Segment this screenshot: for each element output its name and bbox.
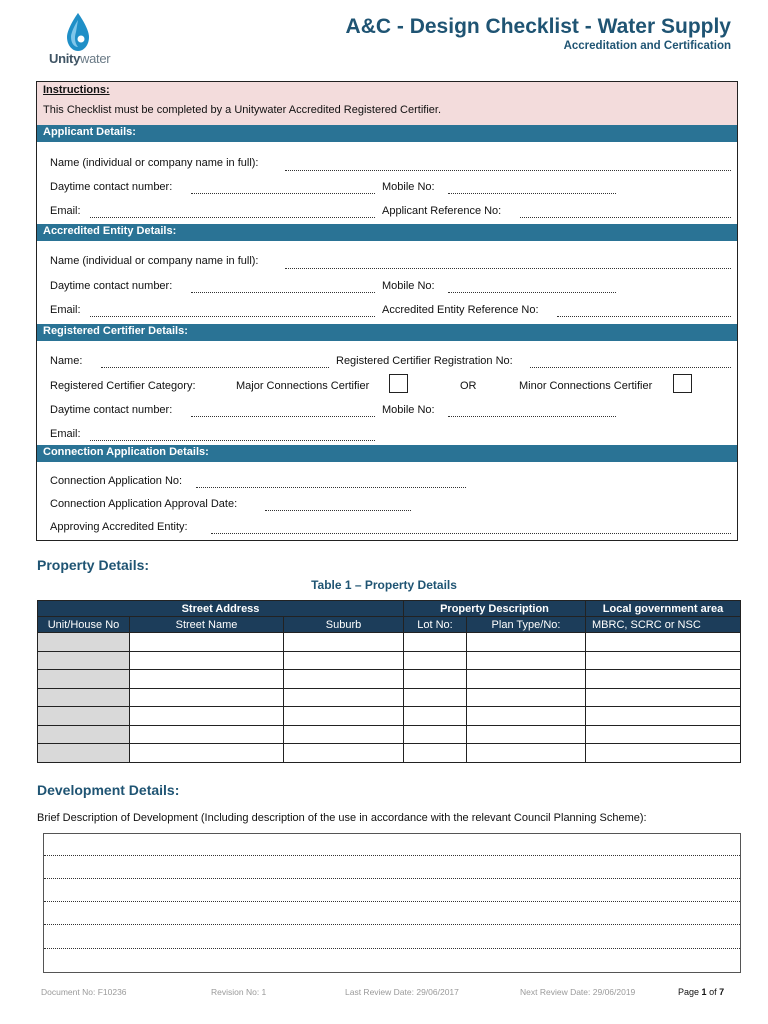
logo-wordmark: Unitywater bbox=[49, 51, 111, 66]
approval-date-field[interactable] bbox=[265, 510, 411, 511]
table-row bbox=[38, 688, 741, 707]
or-label: OR bbox=[460, 380, 477, 392]
applicant-phone-field[interactable] bbox=[191, 193, 375, 194]
table-cell[interactable] bbox=[38, 633, 130, 652]
description-line bbox=[44, 924, 740, 925]
col-street-name: Street Name bbox=[130, 617, 284, 633]
table-cell[interactable] bbox=[130, 670, 284, 689]
accredited-mobile-label: Mobile No: bbox=[382, 280, 435, 292]
table-cell[interactable] bbox=[284, 633, 404, 652]
accredited-name-label: Name (individual or company name in full): bbox=[50, 255, 259, 267]
minor-connections-label: Minor Connections Certifier bbox=[519, 380, 653, 392]
footer-last-review: Last Review Date: 29/06/2017 bbox=[345, 987, 459, 997]
instructions-text: This Checklist must be completed by a Unitywater Accredited Registered Certifier. bbox=[43, 104, 441, 116]
page-subtitle: Accreditation and Certification bbox=[563, 40, 731, 52]
applicant-mobile-field[interactable] bbox=[448, 193, 616, 194]
table-cell[interactable] bbox=[38, 744, 130, 763]
certifier-email-field[interactable] bbox=[90, 440, 375, 441]
property-table-caption: Table 1 – Property Details bbox=[311, 578, 457, 592]
table-cell[interactable] bbox=[130, 707, 284, 726]
certifier-section-header: Registered Certifier Details: bbox=[37, 324, 737, 341]
local-government-group-header: Local government area bbox=[586, 601, 741, 617]
development-description-box[interactable] bbox=[43, 833, 741, 973]
table-cell[interactable] bbox=[284, 725, 404, 744]
col-lot-no: Lot No: bbox=[404, 617, 467, 633]
applicant-mobile-label: Mobile No: bbox=[382, 181, 435, 193]
table-cell[interactable] bbox=[404, 688, 467, 707]
certifier-category-label: Registered Certifier Category: bbox=[50, 380, 196, 392]
table-cell[interactable] bbox=[130, 744, 284, 763]
footer-revision: Revision No: 1 bbox=[211, 987, 267, 997]
table-cell[interactable] bbox=[467, 744, 586, 763]
applicant-ref-label: Applicant Reference No: bbox=[382, 205, 502, 217]
table-cell[interactable] bbox=[586, 651, 741, 670]
table-cell[interactable] bbox=[284, 670, 404, 689]
table-cell[interactable] bbox=[467, 651, 586, 670]
col-plan-type: Plan Type/No: bbox=[467, 617, 586, 633]
accredited-email-field[interactable] bbox=[90, 316, 375, 317]
applicant-name-label: Name (individual or company name in full): bbox=[50, 157, 259, 169]
table-cell[interactable] bbox=[38, 670, 130, 689]
table-row bbox=[38, 707, 741, 726]
table-cell[interactable] bbox=[38, 688, 130, 707]
table-cell[interactable] bbox=[467, 725, 586, 744]
table-cell[interactable] bbox=[467, 707, 586, 726]
applicant-email-label: Email: bbox=[50, 205, 81, 217]
certifier-name-field[interactable] bbox=[101, 367, 329, 368]
table-row bbox=[38, 651, 741, 670]
accredited-section-header: Accredited Entity Details: bbox=[37, 224, 737, 241]
table-cell[interactable] bbox=[586, 725, 741, 744]
table-cell[interactable] bbox=[130, 688, 284, 707]
accredited-phone-field[interactable] bbox=[191, 292, 375, 293]
applicant-section-header: Applicant Details: bbox=[37, 125, 737, 142]
certifier-phone-field[interactable] bbox=[191, 416, 375, 417]
certifier-mobile-field[interactable] bbox=[448, 416, 616, 417]
description-line bbox=[44, 855, 740, 856]
connection-app-no-field[interactable] bbox=[196, 487, 466, 488]
accredited-mobile-field[interactable] bbox=[448, 292, 616, 293]
accredited-name-field[interactable] bbox=[285, 268, 731, 269]
table-cell[interactable] bbox=[38, 707, 130, 726]
certifier-mobile-label: Mobile No: bbox=[382, 404, 435, 416]
certifier-name-label: Name: bbox=[50, 355, 83, 367]
major-connections-checkbox[interactable] bbox=[389, 374, 408, 393]
table-cell[interactable] bbox=[284, 651, 404, 670]
table-cell[interactable] bbox=[130, 725, 284, 744]
footer-page-number: Page 1 of 7 bbox=[678, 987, 725, 997]
description-line bbox=[44, 878, 740, 879]
table-cell[interactable] bbox=[467, 688, 586, 707]
applicant-email-field[interactable] bbox=[90, 217, 375, 218]
certifier-phone-label: Daytime contact number: bbox=[50, 404, 173, 416]
applicant-ref-field[interactable] bbox=[520, 217, 731, 218]
table-row bbox=[38, 633, 741, 652]
page-title: A&C - Design Checklist - Water Supply bbox=[345, 15, 731, 38]
table-cell[interactable] bbox=[404, 725, 467, 744]
development-description-label: Brief Description of Development (Including description of the use in accordance with the relevant Council Planning Scheme): bbox=[37, 812, 647, 824]
major-connections-label: Major Connections Certifier bbox=[236, 380, 370, 392]
table-cell[interactable] bbox=[404, 670, 467, 689]
accredited-ref-field[interactable] bbox=[557, 316, 731, 317]
table-cell[interactable] bbox=[38, 651, 130, 670]
description-line bbox=[44, 948, 740, 949]
table-cell[interactable] bbox=[404, 744, 467, 763]
connection-section-header: Connection Application Details: bbox=[37, 445, 737, 462]
table-cell[interactable] bbox=[284, 744, 404, 763]
accredited-phone-label: Daytime contact number: bbox=[50, 280, 173, 292]
connection-app-no-label: Connection Application No: bbox=[50, 475, 183, 487]
approving-entity-field[interactable] bbox=[211, 533, 731, 534]
applicant-name-field[interactable] bbox=[285, 170, 731, 171]
col-suburb: Suburb bbox=[284, 617, 404, 633]
table-cell[interactable] bbox=[467, 633, 586, 652]
property-details-heading: Property Details: bbox=[37, 557, 150, 573]
table-cell[interactable] bbox=[586, 744, 741, 763]
table-cell[interactable] bbox=[38, 725, 130, 744]
approving-entity-label: Approving Accredited Entity: bbox=[50, 521, 188, 533]
table-cell[interactable] bbox=[130, 651, 284, 670]
applicant-phone-label: Daytime contact number: bbox=[50, 181, 173, 193]
table-cell[interactable] bbox=[130, 633, 284, 652]
instructions-heading: Instructions: bbox=[43, 84, 110, 96]
table-cell[interactable] bbox=[586, 688, 741, 707]
table-cell[interactable] bbox=[284, 688, 404, 707]
property-description-group-header: Property Description bbox=[404, 601, 586, 617]
table-row bbox=[38, 670, 741, 689]
street-address-group-header: Street Address bbox=[38, 601, 404, 617]
table-cell[interactable] bbox=[404, 651, 467, 670]
water-drop-logo-icon bbox=[64, 12, 92, 52]
table-row bbox=[38, 744, 741, 763]
table-row bbox=[38, 725, 741, 744]
property-details-table bbox=[37, 600, 741, 763]
accredited-email-label: Email: bbox=[50, 304, 81, 316]
certifier-email-label: Email: bbox=[50, 428, 81, 440]
table-cell[interactable] bbox=[586, 633, 741, 652]
accredited-ref-label: Accredited Entity Reference No: bbox=[382, 304, 539, 316]
table-cell[interactable] bbox=[404, 707, 467, 726]
col-unit-house-no: Unit/House No bbox=[38, 617, 130, 633]
approval-date-label: Connection Application Approval Date: bbox=[50, 498, 238, 510]
minor-connections-checkbox[interactable] bbox=[673, 374, 692, 393]
table-cell[interactable] bbox=[467, 670, 586, 689]
certifier-reg-field[interactable] bbox=[530, 367, 731, 368]
description-line bbox=[44, 901, 740, 902]
footer-document-no: Document No: F10236 bbox=[41, 987, 127, 997]
table-cell[interactable] bbox=[586, 707, 741, 726]
certifier-reg-label: Registered Certifier Registration No: bbox=[336, 355, 513, 367]
footer-next-review: Next Review Date: 29/06/2019 bbox=[520, 987, 636, 997]
development-details-heading: Development Details: bbox=[37, 782, 180, 798]
table-cell[interactable] bbox=[404, 633, 467, 652]
table-cell[interactable] bbox=[284, 707, 404, 726]
table-cell[interactable] bbox=[586, 670, 741, 689]
col-local-government: MBRC, SCRC or NSC bbox=[586, 617, 741, 633]
